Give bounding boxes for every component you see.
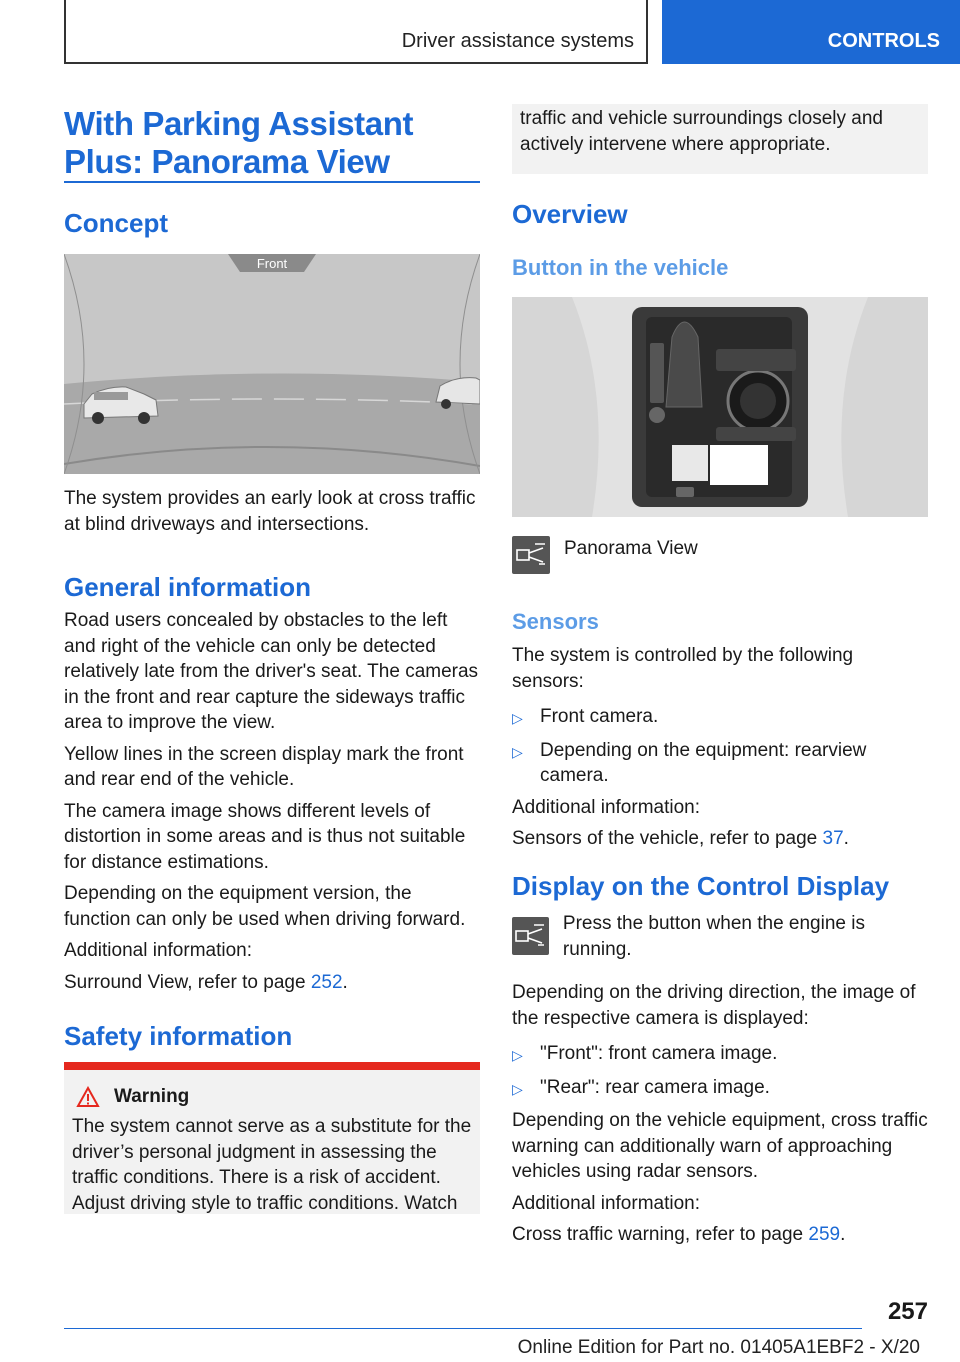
panorama-view-label: Panorama View	[564, 538, 698, 559]
panorama-view-button-icon	[512, 536, 550, 574]
sensors-page-link[interactable]: 37	[822, 828, 844, 849]
sensors-bullet	[512, 738, 928, 789]
warning-title-row	[72, 1086, 472, 1108]
general-paragraph-1: Road users concealed by obstacles to the left and right of the vehicle can only be detected relatively late from the driver's seat. The cameras in the front and rear capture the sideways traffic area to improve the view.	[64, 610, 479, 733]
controls-tab-label: CONTROLS	[827, 30, 940, 52]
additional-info-label: Additional information:	[64, 940, 252, 961]
panorama-view-row	[512, 536, 928, 574]
warning-triangle-icon	[76, 1086, 100, 1108]
center-console-illustration	[512, 297, 928, 517]
warning-box	[64, 1062, 480, 1222]
general-info-block	[64, 608, 480, 995]
cross-page-link[interactable]: 259	[808, 1224, 841, 1245]
general-paragraph-4: Depending on the equipment version, the function can only be used when driving forward.	[64, 883, 466, 930]
cross-ref-text: Cross traffic warning, refer to page	[512, 1224, 809, 1245]
button-vehicle-heading: Button in the vehicle	[512, 255, 729, 280]
general-paragraph-3: The camera image shows different levels of distortion in some areas and is thus not suitable for distance estimations.	[64, 800, 466, 873]
warning-title: Warning	[114, 1086, 190, 1107]
sensors-bullet-text: Front camera.	[540, 706, 659, 727]
display-bullet-text: "Front": front camera image.	[540, 1043, 778, 1064]
sensors-bullet	[512, 704, 928, 732]
display-bullet	[512, 1041, 928, 1069]
camera-view-icon	[515, 542, 547, 568]
page-title	[64, 105, 480, 181]
page-number: 257	[887, 1298, 928, 1325]
sensors-reference: Sensors of the vehicle, refer to page 37.	[512, 828, 849, 849]
section-title: Driver assistance systems	[401, 30, 634, 52]
warning-continuation-text: traffic and vehicle surroundings closely and actively intervene where appropriate.	[520, 108, 883, 155]
bullet-triangle-icon: ▷	[512, 743, 523, 760]
general-paragraph-2: Yellow lines in the screen display mark the front and rear end of the vehicle.	[64, 743, 464, 790]
concept-text-block	[64, 486, 480, 537]
overview-heading: Overview	[512, 199, 628, 229]
general-heading: General information	[64, 572, 312, 602]
display-paragraph-2: Depending on the vehicle equipment, cross traffic warning can additionally warn of approaching vehicles using radar sensors.	[512, 1110, 928, 1182]
bullet-triangle-icon: ▷	[512, 710, 523, 726]
additional-info-label: Additional information:	[512, 796, 700, 818]
panorama-view-button-icon	[512, 917, 549, 955]
sensors-text: The system is controlled by the following sensors:	[512, 645, 854, 692]
additional-info-label: Additional information:	[512, 1192, 700, 1214]
concept-text: The system provides an early look at cross traffic at blind driveways and intersections.	[64, 488, 476, 535]
safety-heading: Safety information	[64, 1021, 293, 1051]
footer-rule	[64, 1328, 862, 1329]
display-icon-text: Press the button when the engine is running.	[562, 913, 865, 960]
title-line-2: Plus: Panorama View	[64, 143, 390, 180]
display-bullet-text: "Rear": rear camera image.	[540, 1076, 770, 1098]
center-console-image	[512, 297, 928, 517]
sensors-block	[512, 643, 928, 852]
panorama-view-illustration	[64, 254, 480, 474]
display-heading: Display on the Control Display	[512, 871, 890, 901]
camera-view-icon	[514, 923, 546, 949]
display-bullet	[512, 1075, 928, 1103]
warning-continuation-box	[512, 104, 928, 174]
sensors-ref-text: Sensors of the vehicle, refer to page	[512, 828, 823, 849]
surround-page-link[interactable]: 252	[310, 971, 343, 993]
display-block	[512, 911, 928, 1248]
edition-text: Online Edition for Part no. 01405A1EBF2 - X/20	[517, 1337, 920, 1358]
panorama-concept-image	[64, 254, 480, 474]
sensors-heading: Sensors	[512, 609, 599, 634]
warning-text: The system cannot serve as a substitute for the driver’s personal judgment in assessing the traffic conditions. There is a risk of accident. Adjust driving style to traffic conditions. Watch	[72, 1116, 472, 1214]
surround-ref-text: Surround View, refer to page	[64, 971, 311, 993]
bullet-triangle-icon: ▷	[512, 1047, 523, 1063]
bullet-triangle-icon: ▷	[512, 1080, 523, 1097]
cross-traffic-reference: Cross traffic warning, refer to page 259.	[512, 1224, 846, 1245]
front-label: Front	[256, 256, 288, 271]
display-paragraph-1: Depending on the driving direction, the image of the respective camera is displayed:	[512, 982, 916, 1029]
sensors-bullet-text: Depending on the equipment: rearview camera.	[540, 739, 867, 786]
concept-heading: Concept	[64, 208, 168, 238]
surround-view-reference: Surround View, refer to page 252.	[64, 971, 348, 993]
title-line-1: With Parking Assistant	[64, 105, 414, 142]
title-rule	[64, 181, 480, 183]
warning-bar	[64, 1062, 480, 1070]
